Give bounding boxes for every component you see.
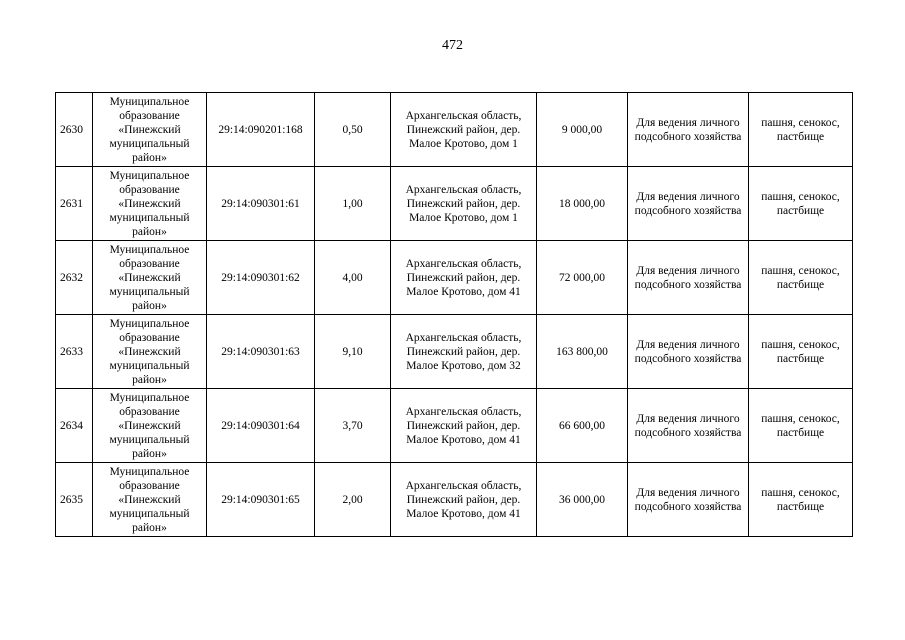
address-cell: Архангельская область, Пинежский район, дер. Малое Кротово, дом 41 (391, 463, 537, 537)
usage-cell: пашня, сенокос, пастбище (749, 315, 853, 389)
row-number: 2635 (56, 463, 93, 537)
price-cell: 9 000,00 (537, 93, 628, 167)
row-number: 2632 (56, 241, 93, 315)
area-cell: 9,10 (315, 315, 391, 389)
owner-cell: Муниципальное образование «Пинежский муниципальный район» (93, 315, 207, 389)
table-row (56, 93, 853, 167)
row-number: 2630 (56, 93, 93, 167)
usage-cell: пашня, сенокос, пастбище (749, 167, 853, 241)
cadastral-number-cell: 29:14:090301:63 (207, 315, 315, 389)
price-cell: 18 000,00 (537, 167, 628, 241)
area-cell: 0,50 (315, 93, 391, 167)
usage-cell: пашня, сенокос, пастбище (749, 463, 853, 537)
address-cell: Архангельская область, Пинежский район, дер. Малое Кротово, дом 41 (391, 241, 537, 315)
price-cell: 72 000,00 (537, 241, 628, 315)
owner-cell: Муниципальное образование «Пинежский муниципальный район» (93, 241, 207, 315)
price-cell: 66 600,00 (537, 389, 628, 463)
land-registry-table (55, 92, 853, 537)
purpose-cell: Для ведения личного подсобного хозяйства (628, 93, 749, 167)
area-cell: 2,00 (315, 463, 391, 537)
area-cell: 4,00 (315, 241, 391, 315)
price-cell: 163 800,00 (537, 315, 628, 389)
purpose-cell: Для ведения личного подсобного хозяйства (628, 389, 749, 463)
owner-cell: Муниципальное образование «Пинежский муниципальный район» (93, 463, 207, 537)
cadastral-number-cell: 29:14:090201:168 (207, 93, 315, 167)
purpose-cell: Для ведения личного подсобного хозяйства (628, 167, 749, 241)
cadastral-number-cell: 29:14:090301:65 (207, 463, 315, 537)
owner-cell: Муниципальное образование «Пинежский муниципальный район» (93, 93, 207, 167)
table-row (56, 463, 853, 537)
area-cell: 3,70 (315, 389, 391, 463)
address-cell: Архангельская область, Пинежский район, дер. Малое Кротово, дом 32 (391, 315, 537, 389)
usage-cell: пашня, сенокос, пастбище (749, 389, 853, 463)
price-cell: 36 000,00 (537, 463, 628, 537)
cadastral-number-cell: 29:14:090301:62 (207, 241, 315, 315)
owner-cell: Муниципальное образование «Пинежский муниципальный район» (93, 167, 207, 241)
usage-cell: пашня, сенокос, пастбище (749, 93, 853, 167)
table-row (56, 315, 853, 389)
owner-cell: Муниципальное образование «Пинежский муниципальный район» (93, 389, 207, 463)
purpose-cell: Для ведения личного подсобного хозяйства (628, 241, 749, 315)
row-number: 2633 (56, 315, 93, 389)
row-number: 2631 (56, 167, 93, 241)
cadastral-number-cell: 29:14:090301:64 (207, 389, 315, 463)
row-number: 2634 (56, 389, 93, 463)
table-row (56, 241, 853, 315)
page-number: 472 (442, 38, 463, 53)
address-cell: Архангельская область, Пинежский район, дер. Малое Кротово, дом 1 (391, 167, 537, 241)
cadastral-number-cell: 29:14:090301:61 (207, 167, 315, 241)
area-cell: 1,00 (315, 167, 391, 241)
table-row (56, 167, 853, 241)
usage-cell: пашня, сенокос, пастбище (749, 241, 853, 315)
address-cell: Архангельская область, Пинежский район, дер. Малое Кротово, дом 41 (391, 389, 537, 463)
address-cell: Архангельская область, Пинежский район, дер. Малое Кротово, дом 1 (391, 93, 537, 167)
purpose-cell: Для ведения личного подсобного хозяйства (628, 315, 749, 389)
table-row (56, 389, 853, 463)
purpose-cell: Для ведения личного подсобного хозяйства (628, 463, 749, 537)
